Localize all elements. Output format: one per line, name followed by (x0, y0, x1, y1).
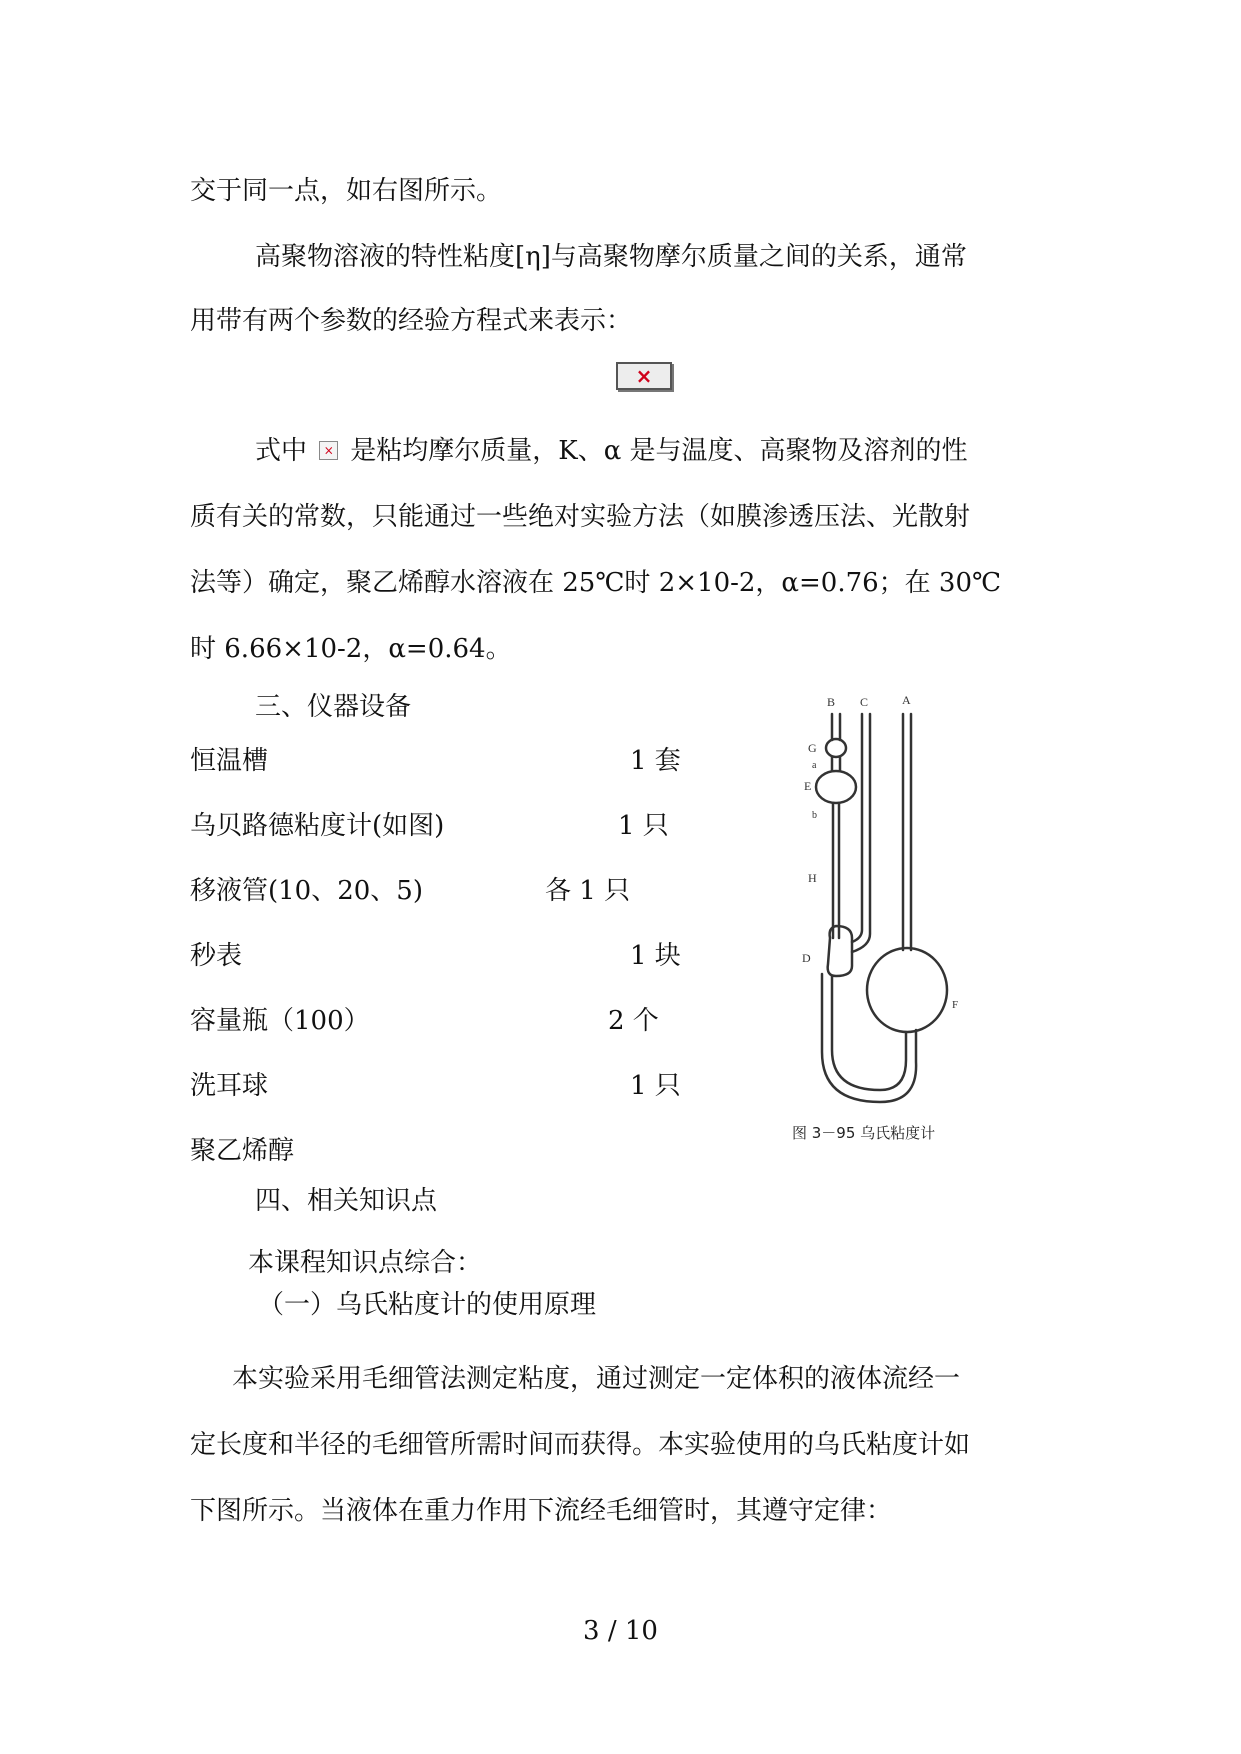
label-h: H (808, 871, 817, 885)
ubbelohde-viscometer-diagram (790, 690, 990, 1140)
paragraph-line: 定长度和半径的毛细管所需时间而获得。本实验使用的乌氏粘度计如 (190, 1430, 971, 1460)
equipment-qty: 1 套 (630, 746, 681, 776)
u-bend-inner (832, 976, 906, 1090)
equipment-name: 容量瓶（100） (190, 1006, 370, 1036)
paragraph-line (255, 430, 968, 467)
label-d: D (802, 951, 811, 965)
equipment-name: 恒温槽 (190, 746, 269, 776)
subsection-heading: （一）乌氏粘度计的使用原理 (258, 1290, 597, 1320)
section-heading: 三、仪器设备 (255, 692, 412, 722)
paragraph-line: 高聚物溶液的特性粘度[η]与高聚物摩尔质量之间的关系，通常 (255, 242, 967, 272)
paragraph-line: 下图所示。当液体在重力作用下流经毛细管时，其遵守定律： (190, 1496, 893, 1526)
neck-a (832, 757, 840, 770)
equipment-name: 秒表 (190, 941, 243, 971)
tube-c-inner (852, 714, 862, 942)
label-c: C (860, 695, 869, 709)
bulb-e (816, 771, 856, 803)
equipment-qty: 1 只 (618, 811, 669, 841)
label-e: E (804, 779, 812, 793)
paragraph-line: 交于同一点，如右图所示。 (190, 176, 503, 206)
bulb-f (867, 948, 947, 1032)
text-span: 式中 (255, 436, 308, 466)
equipment-qty: 1 只 (630, 1071, 681, 1101)
label-f: F (952, 999, 959, 1011)
figure-caption: 图 3－95 乌氏粘度计 (792, 1124, 936, 1142)
paragraph-line: 用带有两个参数的经验方程式来表示： (190, 306, 633, 336)
u-bend-outer (822, 974, 916, 1102)
equipment-name: 乌贝路德粘度计(如图) (190, 811, 445, 841)
broken-inline-image (319, 441, 338, 460)
label-g: G (808, 741, 817, 755)
section-heading: 四、相关知识点 (255, 1186, 438, 1216)
paragraph-line: 时 6.66×10-2，α=0.64。 (190, 634, 512, 664)
equipment-qty: 1 块 (630, 941, 681, 971)
label-b-small: b (812, 810, 817, 821)
label-b: B (827, 695, 836, 709)
label-a: A (902, 693, 911, 707)
paragraph-line: 质有关的常数，只能通过一些绝对实验方法（如膜渗透压法、光散射 (190, 502, 971, 532)
paragraph-line: 法等）确定，聚乙烯醇水溶液在 25℃时 2×10-2，α=0.76；在 30℃ (190, 568, 1002, 598)
equipment-name: 移液管(10、20、5) (190, 876, 423, 906)
equipment-qty: 2 个 (608, 1006, 659, 1036)
label-a-small: a (812, 760, 817, 771)
broken-image-icon: × (323, 443, 334, 458)
equipment-name: 聚乙烯醇 (190, 1136, 295, 1166)
capillary-h (833, 803, 839, 938)
broken-equation-image (616, 362, 672, 390)
broken-image-icon: × (635, 364, 653, 388)
paragraph-line: 本实验采用毛细管法测定粘度，通过测定一定体积的液体流经一 (232, 1364, 961, 1394)
equipment-name: 洗耳球 (190, 1071, 269, 1101)
bulb-g (826, 739, 846, 757)
summary-line: 本课程知识点综合： (248, 1248, 483, 1278)
text-span: 是粘均摩尔质量，K、α 是与温度、高聚物及溶剂的性 (350, 436, 968, 466)
equipment-qty: 各 1 只 (545, 876, 631, 906)
page-number: 3 / 10 (583, 1616, 658, 1646)
